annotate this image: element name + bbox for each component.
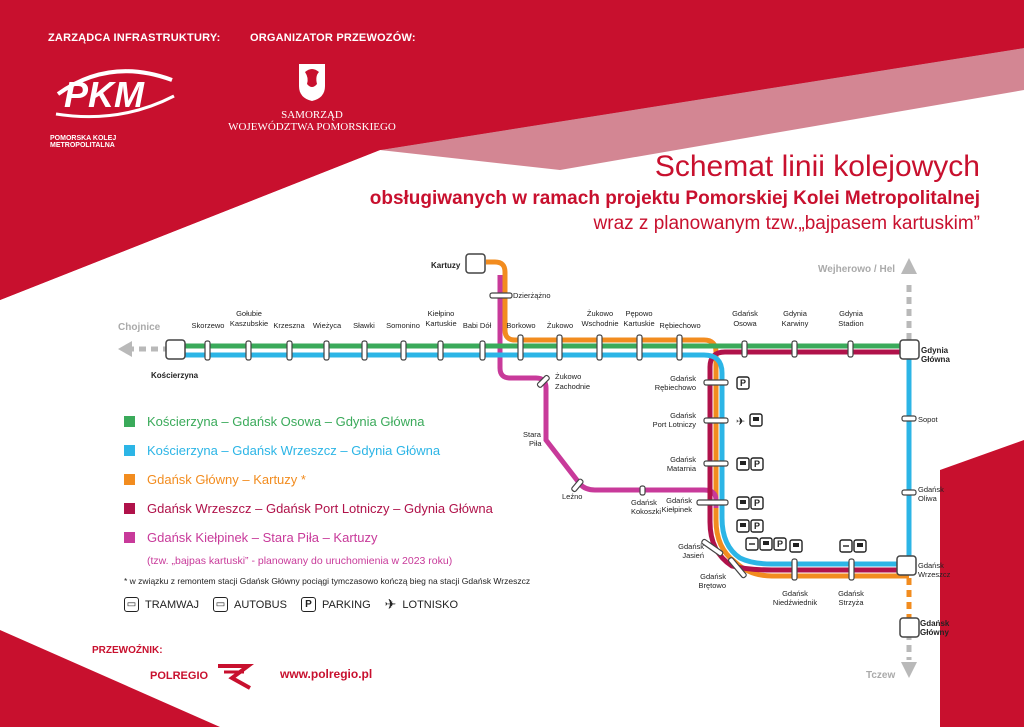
label-dzierzazno: Dzierżążno: [513, 291, 551, 300]
label-kielpino-1: Kiełpino: [427, 309, 455, 318]
label-osowa-1: Gdańsk: [732, 309, 758, 318]
samorzad-line2: WOJEWÓDZTWA POMORSKIEGO: [228, 121, 396, 133]
label-zukowo-wsch-1: Żukowo: [586, 309, 614, 318]
label-g-rebiechowo-2: Rębiechowo: [654, 383, 696, 392]
label-gdynia-glowna-2: Główna: [921, 355, 950, 364]
legend-swatch-green: [124, 416, 135, 427]
label-golubie-1: Gołubie: [236, 309, 262, 318]
infra-label: ZARZĄDCA INFRASTRUKTURY:: [48, 32, 221, 44]
label-kielpinek-1: Gdańsk: [666, 496, 692, 505]
bus-icon: [737, 458, 749, 470]
direction-chojnice: [118, 341, 170, 357]
tram-icon: [840, 540, 852, 552]
parking-icon: [751, 497, 763, 509]
svg-text:Główna: [921, 355, 950, 364]
label-somonino: Somonino: [386, 321, 420, 330]
bus-icon: [737, 497, 749, 509]
label-chojnice: Chojnice: [118, 322, 161, 333]
parking-label: PARKING: [321, 598, 371, 611]
page-subtitle: obsługiwanych w ramach projektu Pomorskiej Kolei Metropolitalnej: [369, 188, 980, 209]
bus-icon: [854, 540, 866, 552]
label-port-lotniczy-2: Port Lotniczy: [652, 420, 696, 429]
legend-item-blue: [124, 443, 493, 458]
legend-label-magenta: Gdańsk Kiełpinek – Stara Piła – Kartuzy: [147, 530, 378, 545]
samorzad-line1: SAMORZĄD: [281, 109, 343, 121]
label-zukowo-zach-2: Zachodnie: [555, 382, 591, 391]
tick-skorzewo: [205, 341, 210, 360]
airport-icon: [736, 416, 745, 428]
tick-somonino: [401, 341, 406, 360]
parking-icon: [774, 538, 786, 550]
label-kokoszki-2: Kokoszki: [631, 507, 662, 516]
tick-stadion: [848, 341, 853, 357]
tick-kielpinek: [697, 500, 728, 505]
label-wrzeszcz-1: Gdańsk: [918, 561, 944, 570]
tick-borkowo: [518, 335, 523, 360]
polregio-mark-icon: [214, 662, 260, 690]
tram-icon: [746, 538, 758, 550]
label-slawki: Sławki: [353, 321, 375, 330]
label-golubie-2: Kaszubskie: [229, 319, 269, 328]
tick-kielpino: [438, 341, 443, 360]
tick-g-rebiechowo: [704, 380, 728, 385]
label-gdansk-glowny-1: Gdańsk: [920, 619, 950, 628]
bus-icon: [737, 520, 749, 532]
legend-swatch-blue: [124, 445, 135, 456]
airport-label: LOTNISKO: [402, 598, 459, 611]
legend-swatch-magenta: [124, 532, 135, 543]
label-zukowo-wsch-2: Wschodnie: [581, 319, 619, 328]
legend-label-crimson: Gdańsk Wrzeszcz – Gdańsk Port Lotniczy – Gdynia Główna: [147, 501, 493, 516]
station-box-gdynia-glowna: [900, 340, 919, 359]
label-babi-dol: Babi Dół: [462, 321, 492, 330]
label-gdynia-glowna-1: Gdynia: [921, 346, 949, 355]
label-kielpino-2: Kartuskie: [425, 319, 457, 328]
pkm-logo-text: PKM: [64, 74, 144, 115]
parking-icon: [751, 520, 763, 532]
label-skorzewo: Skorzewo: [191, 321, 225, 330]
label-stadion-1: Gdynia: [839, 309, 863, 318]
bus-label: AUTOBUS: [233, 598, 287, 611]
label-jasien-1: Gdańsk: [678, 542, 704, 551]
tick-rebiechowo: [677, 335, 682, 360]
label-tczew: Tczew: [866, 670, 896, 681]
footnote: * w związku z remontem stacji Gdańsk Główny pociągi tymczasowo kończą bieg na stacji Gdańsk Wrzeszcz: [124, 576, 531, 586]
label-kielpinek-2: Kiełpinek: [661, 505, 692, 514]
label-stadion-2: Stadion: [838, 319, 864, 328]
label-karwiny-2: Karwiny: [781, 319, 809, 328]
tick-kokoszki: [640, 486, 645, 495]
label-port-lotniczy-1: Gdańsk: [670, 411, 696, 420]
arrow-up-icon: [901, 258, 917, 274]
label-oliwa-2: Oliwa: [918, 494, 937, 503]
label-pepowo-1: Pępowo: [625, 309, 653, 318]
legend: [124, 414, 493, 567]
website-link[interactable]: www.polregio.pl: [280, 667, 373, 681]
parking-icon: P: [301, 597, 316, 612]
tick-babi-dol: [480, 341, 485, 360]
legend-label-orange: Gdańsk Główny – Kartuzy *: [147, 472, 306, 487]
parking-icon: [751, 458, 763, 470]
tick-karwiny: [792, 341, 797, 357]
label-niedzwiednik-2: Niedźwiednik: [772, 598, 818, 607]
carrier-label: PRZEWOŹNIK:: [92, 645, 163, 656]
bus-icon: [760, 538, 772, 550]
label-matarnia-2: Matarnia: [666, 464, 696, 473]
station-box-kartuzy: [466, 254, 485, 273]
label-karwiny-1: Gdynia: [783, 309, 807, 318]
tick-dzierzazno: [490, 293, 512, 298]
polregio-logo: [150, 662, 260, 690]
tick-golubie: [246, 341, 251, 360]
icons-legend: [124, 596, 472, 613]
legend-item-crimson: [124, 501, 493, 516]
tick-pepowo: [637, 335, 642, 360]
tick-zukowo-wsch: [597, 335, 602, 360]
label-matarnia-1: Gdańsk: [670, 455, 696, 464]
label-strzyza-1: Gdańsk: [838, 589, 864, 598]
label-gdansk-glowny-2: Główny: [920, 628, 949, 637]
tram-icon: ▭: [124, 597, 139, 612]
bus-icon: ▭: [213, 597, 228, 612]
station-box-koscierzyna: [166, 340, 185, 359]
label-wiezyca: Wieżyca: [312, 321, 342, 330]
tick-krzeszna: [287, 341, 292, 360]
label-niedzwiednik-1: Gdańsk: [782, 589, 808, 598]
direction-wejherowo: [901, 258, 917, 340]
label-lezno: Leźno: [562, 492, 583, 501]
svg-text:P: P: [740, 378, 747, 388]
label-kartuzy: Kartuzy: [431, 261, 461, 270]
arrow-left-icon: [118, 341, 132, 357]
label-wrzeszcz-2: Wrzeszcz: [918, 570, 951, 579]
arrow-down-icon: [901, 662, 917, 678]
page-subtitle-2: wraz z planowanym tzw.„bajpasem kartuskim”: [593, 213, 980, 234]
svg-text:P: P: [754, 521, 761, 531]
legend-label-blue: Kościerzyna – Gdańsk Wrzeszcz – Gdynia Główna: [147, 443, 441, 458]
legend-swatch-orange: [124, 474, 135, 485]
label-koscierzyna: Kościerzyna: [151, 371, 199, 380]
tick-slawki: [362, 341, 367, 360]
tram-label: TRAMWAJ: [145, 598, 199, 611]
label-jasien-2: Jasień: [682, 551, 704, 560]
svg-text:✈: ✈: [736, 416, 746, 428]
label-strzyza-2: Strzyża: [838, 598, 864, 607]
label-rebiechowo: Rębiechowo: [659, 321, 701, 330]
legend-item-green: [124, 414, 493, 429]
station-box-gdansk-glowny: [900, 618, 919, 637]
tick-sopot: [902, 416, 916, 421]
label-zukowo-zach-1: Żukowo: [555, 372, 582, 381]
label-osowa-2: Osowa: [733, 319, 757, 328]
station-box-wrzeszcz: [897, 556, 916, 575]
svg-text:P: P: [754, 459, 761, 469]
tick-zukowo: [557, 335, 562, 360]
tick-niedzwiednik: [792, 559, 797, 580]
label-bretowo-2: Brętowo: [698, 581, 726, 590]
pkm-subtitle: POMORSKA KOLEJ METROPOLITALNA: [50, 135, 117, 149]
label-sopot: Sopot: [918, 415, 938, 424]
tick-wiezyca: [324, 341, 329, 360]
tick-oliwa: [902, 490, 916, 495]
organizer-label: ORGANIZATOR PRZEWOZÓW:: [250, 32, 416, 44]
page-title: Schemat linii kolejowych: [654, 150, 980, 183]
svg-text:Gdynia: [921, 346, 949, 355]
svg-text:P: P: [777, 539, 784, 549]
bus-icon: [790, 540, 802, 552]
label-stara-pila-2: Piła: [529, 439, 542, 448]
legend-swatch-crimson: [124, 503, 135, 514]
direction-tczew: [901, 633, 917, 678]
bypass-note: (tzw. „bajpas kartuski” - planowany do uruchomienia w 2023 roku): [147, 555, 453, 567]
label-bretowo-1: Gdańsk: [700, 572, 726, 581]
label-g-rebiechowo-1: Gdańsk: [670, 374, 696, 383]
label-krzeszna: Krzeszna: [273, 321, 305, 330]
label-stara-pila-1: Stara: [523, 430, 541, 439]
airport-icon: ✈: [384, 596, 397, 612]
parking-icon: [737, 377, 749, 389]
tick-osowa: [742, 341, 747, 357]
station-facility-icons: [736, 377, 866, 552]
legend-item-magenta: [124, 530, 493, 545]
tick-port-lotniczy: [704, 418, 728, 423]
label-kokoszki-1: Gdańsk: [631, 498, 657, 507]
label-zukowo: Żukowo: [546, 321, 574, 330]
label-oliwa-1: Gdańsk: [918, 485, 944, 494]
polregio-wordmark: POLREGIO: [150, 670, 209, 682]
svg-text:P: P: [754, 498, 761, 508]
label-wejherowo: Wejherowo / Hel: [818, 264, 896, 275]
legend-label-green: Kościerzyna – Gdańsk Osowa – Gdynia Główna: [147, 414, 425, 429]
label-borkowo: Borkowo: [506, 321, 536, 330]
legend-item-orange: [124, 472, 493, 487]
tick-strzyza: [849, 559, 854, 580]
label-pepowo-2: Kartuskie: [623, 319, 655, 328]
bus-icon: [750, 414, 762, 426]
tick-matarnia: [704, 461, 728, 466]
